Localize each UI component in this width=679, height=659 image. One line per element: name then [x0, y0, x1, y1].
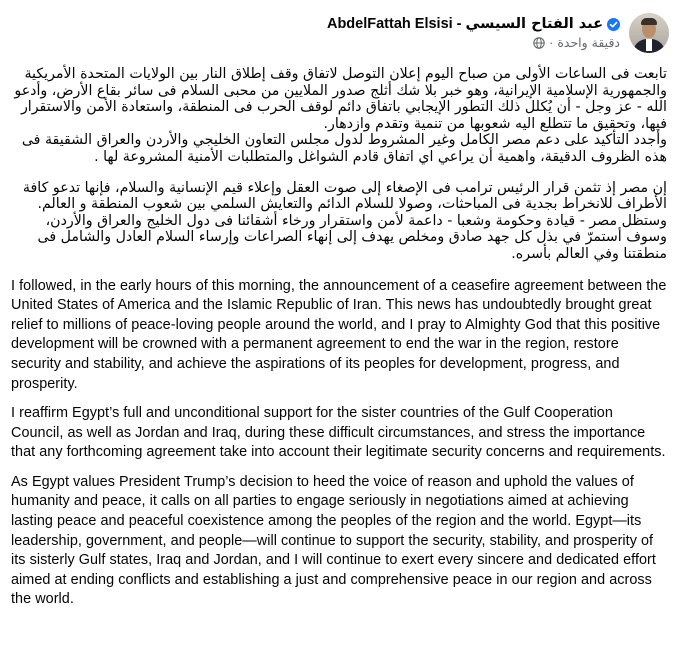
post-paragraph-en-1: I followed, in the early hours of this morning, the announcement of a ceasefire agreement between the United States of America and the Islamic Republic of Iran. This news has undoubtedly brought great relief to millions of peace-loving people around the world, and I pray to Almighty God that this positive development will be crowned with a permanent agreement to end the war in the region, restore security and stability, and achieve the aspirations of its peoples for development, progress, and prosperity. — [11, 277, 667, 392]
avatar[interactable] — [629, 13, 669, 53]
author-name-row — [327, 16, 620, 32]
author-name-ar[interactable]: عبد الفتاح السيسي — [465, 16, 603, 32]
post-body — [11, 66, 667, 620]
post-timestamp[interactable]: دقيقة واحدة — [557, 35, 620, 50]
verified-badge-icon — [607, 18, 620, 31]
post-paragraph-en-3: As Egypt values President Trump’s decision to heed the voice of reason and uphold the values of humanity and peace, it calls on all parties to engage seriously in negotiations aimed at achieving lasting peace and peaceful coexistence among the peoples of the region and the world. Egypt—its leadership, government, and people—will continue to support the security, stability, and prosperity of its sisterly Gulf states, Iraq and Jordan, and I will continue to exert every sincere and dedicated effort aimed at ending conflicts and establishing a just and comprehensive peace in our region and across the world. — [11, 473, 656, 608]
name-separator: - — [456, 16, 462, 32]
post-author-block — [327, 16, 620, 50]
author-name-en[interactable]: AbdelFattah Elsisi — [326, 16, 453, 32]
post-paragraph-ar-2: إن مصر إذ تثمن قرار الرئيس ترامب فى الإصغاء إلى صوت العقل وإعلاء قيم الإنسانية والسلام، فإنها تدعو كافة الأطراف للانخراط بجدية فى المباحثات، وصولا للسلام الدائم والتعايش السلمي بين شعوب المنطقة و العالم. وستظل مصر - قيادة وحكومة وشعبا - داعمة لأمن واستقرار ورخاء أشقائنا فى دول الخليج والعراق والأردن، وسوف أستمرّ في بذل كل جهد صادق ومخلص يهدف إلى إنهاء الصراعات وإرساء السلام العادل والشامل فى منطقتنا وفي العالم بأسره. — [22, 179, 667, 262]
post-paragraph-en-2: I reaffirm Egypt’s full and unconditional support for the sister countries of the Gulf Cooperation Council, as well as Jordan and Iraq, during these difficult circumstances, and stress the importance that any forthcoming agreement take into account their legitimate security concerns and requirements. — [11, 405, 666, 461]
post-meta-row — [533, 35, 620, 50]
meta-dot: · — [549, 35, 554, 50]
globe-icon[interactable] — [533, 37, 545, 49]
post-header — [10, 8, 669, 58]
post-paragraph-ar-1: تابعت فى الساعات الأولى من صباح اليوم إعلان التوصل لاتفاق وقف إطلاق النار بين الولايات المتحدة الأمريكية والجمهورية الإسلامية الإيرانية، وهو خبر بلا شك أثلج صدور الملايين من محبى السلام فى سائر بقاع الأرض، وأدعو الله - عز وجل - أن يُكلل ذلك التطور الإيجابي باتفاق دائم لوقف الحرب فى المنطقة، واستعادة الأمن والاستقرار فيها، وتحقيق ما تتطلع اليه شعوبها من تنمية وتقدم وازدهار. وأجدد التأكيد على دعم مصر الكامل وغير المشروط لدول مجلس التعاون الخليجي والأردن والعراق الشقيقة فى هذه الظروف الدقيقة، واهمية أن يراعي اي اتفاق قادم الشواغل والمتطلبات الأمنية المشروعة لها . — [14, 66, 667, 165]
